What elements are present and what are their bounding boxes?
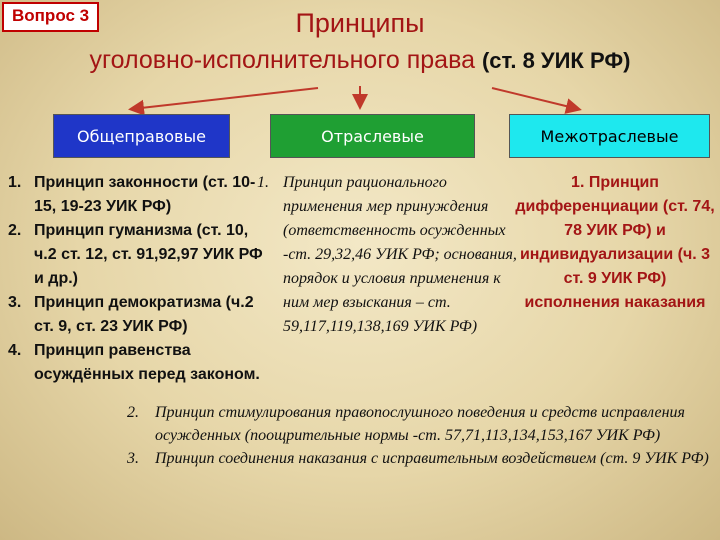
list-item: 1. Принцип рационального применения мер принуждения (ответственность осужденных -ст. 29,32,46 УИК РФ; основания, порядок и условия применения к ним мер взыскания – ст. 59,117,119,138,169 УИК РФ): [257, 174, 517, 335]
list-item: 3. Принцип соединения наказания с исправительным воздействием (ст. 9 УИК РФ): [127, 450, 709, 467]
list-item: 3. Принцип демократизма (ч.2 ст. 9, ст. 23 УИК РФ): [8, 294, 254, 335]
list-item: 1. Принцип законности (ст. 10-15, 19-23 УИК РФ): [8, 174, 256, 215]
category-interbranch: Межотраслевые: [509, 114, 710, 158]
question-label: Вопрос 3: [2, 2, 99, 32]
arrow-left: [132, 88, 318, 109]
list-item: 2. Принцип стимулирования правопослушного поведения и средств исправления осужденных (поощрительные нормы -ст. 57,71,113,134,153,167 УИК РФ): [127, 404, 685, 444]
list-item: 4. Принцип равенства осуждённых перед законом.: [8, 342, 260, 383]
category-general: Общеправовые: [53, 114, 230, 158]
list-item: 2. Принцип гуманизма (ст. 10, ч.2 ст. 12, ст. 91,92,97 УИК РФ и др.): [8, 222, 263, 287]
category-branch: Отраслевые: [270, 114, 475, 158]
interbranch-principle: 1. Принцип дифференциации (ст. 74, 78 УИК РФ) и индивидуализации (ч. 3 ст. 9 УИК РФ) исполнения наказания: [515, 174, 715, 311]
branch-principles-continued: [127, 401, 712, 470]
subtitle-main: уголовно-исполнительного права: [89, 46, 482, 74]
subtitle-article: (ст. 8 УИК РФ): [481, 48, 631, 73]
page-title: Принципы: [295, 8, 425, 38]
arrow-right: [492, 88, 578, 109]
general-principles-list: [8, 171, 270, 387]
branch-principles-list: [257, 171, 517, 339]
